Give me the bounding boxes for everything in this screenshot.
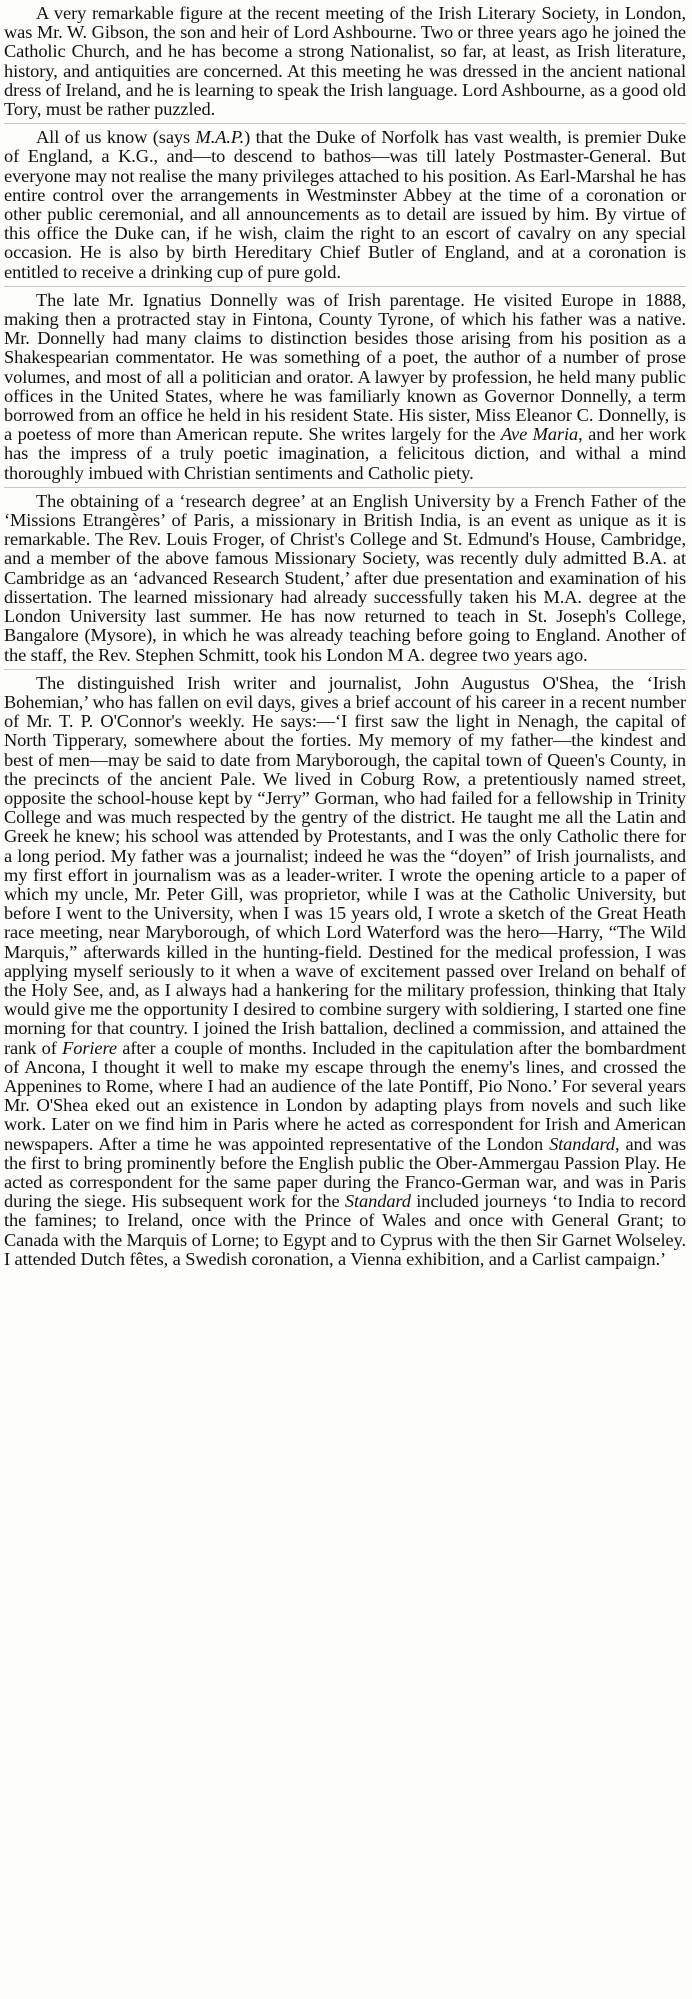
text-run: included journeys ‘to India to record the famines; to Ireland, once with the Prince of Wales and once with General Grant; to Canada with the Marquis of Lorne; to Egypt and to Cyprus with the then Sir Garnet Wolseley. I attended Dutch fêtes, a Swedish coronation, a Vienna exhibition, and a Carlist campaign.’	[4, 1191, 687, 1269]
italic-title-run: Standard	[549, 1133, 616, 1154]
italic-title-run: Standard	[344, 1191, 411, 1212]
text-run: after a couple of months. Included in the capitulation after the bombardment of Ancona, I thought it well to make my escape through the enemy's lines, and crossed the Appenines to Rome, where I had an audience of the late Pontiff, Pio Nono.’ For several years Mr. O'Shea eked out an existence in London by adapting plays from novels and such like work. Later on we find him in Paris where he acted as correspondent for Irish and American newspapers. After a time he was appointed representative of the London	[4, 1037, 686, 1154]
paragraph-divider	[4, 487, 686, 488]
paragraph-research-degree	[4, 492, 686, 665]
text-run: , and was the first to bring prominently before the English public the Ober-Ammergau Passion Play. He acted as correspondent for the same paper during the Franco-German war, and was in Paris during the siege. His subsequent work for the	[4, 1133, 686, 1212]
paragraph-divider	[4, 123, 686, 124]
italic-title-run: M.A.P.	[195, 127, 245, 148]
text-run: All of us know (says	[36, 127, 196, 148]
paragraph-divider	[4, 286, 686, 287]
italic-title-run: Foriere	[62, 1037, 117, 1058]
paragraph-duke-of-norfolk	[4, 128, 686, 282]
paragraph-oshea	[4, 674, 686, 1269]
italic-title-run: Ave Maria	[500, 424, 579, 445]
text-run: A very remarkable figure at the recent meeting of the Irish Literary Society, in London, was Mr. W. Gibson, the son and heir of Lord Ashbourne. Two or three years ago he joined the Catholic Church, and he has become a strong Nationalist, so far, at least, as Irish literature, history, and antiquities are concerned. At this meeting he was dressed in the ancient national dress of Ireland, and he is learning to speak the Irish language. Lord Ashbourne, as a good old Tory, must be rather puzzled.	[4, 3, 687, 120]
text-run: The late Mr. Ignatius Donnelly was of Irish parentage. He visited Europe in 1888, making then a protracted stay in Fintona, County Tyrone, of which his father was a native. Mr. Donnelly had many claims to distinction besides those arising from his position as a Shakespearian commentator. He was something of a poet, the author of a number of prose volumes, and most of all a politician and orator. A lawyer by profession, he held many public offices in the United States, where he was familiarly known as Governor Donnelly, a term borrowed from an office he held in his resident State. His sister, Miss Eleanor C. Donnelly, is a poetess of more than American repute. She writes largely for the	[4, 289, 686, 445]
paragraph-divider	[4, 669, 686, 670]
paragraph-donnelly	[4, 291, 686, 483]
text-run: ) that the Duke of Norfolk has vast wealth, is premier Duke of England, a K.G., and—to descend to bathos—was till lately Postmaster-General. But everyone may not realise the many privileges attached to his position. As Earl-Marshal he has entire control over the arrangements in Westminster Abbey at the time of a coronation or other public ceremonial, and all announcements as to detail are issued by him. By virtue of this office the Duke can, if he wish, claim the right to an escort of cavalry on any special occasion. He is also by birth Hereditary Chief Butler of England, and at a coronation is entitled to receive a drinking cup of pure gold.	[4, 127, 687, 282]
paragraph-ashbourne	[4, 4, 686, 119]
text-run: The distinguished Irish writer and journalist, John Augustus O'Shea, the ‘Irish Bohemian,’ who has fallen on evil days, gives a brief account of his career in a recent number of Mr. T. P. O'Connor's weekly. He says:—‘I first saw the light in Nenagh, the capital of North Tipperary, somewhere about the forties. My memory of my father—the kindest and best of men—may be said to date from Maryborough, the capital town of Queen's County, in the precincts of the ancient Pale. We lived in Coburg Row, a pretentiously named street, opposite the school-house kept by “Jerry” Gorman, who had failed for a fellowship in Trinity College and was much respected by the gentry of the district. He taught me all the Latin and Greek he knew; his school was attended by Protestants, and I was the only Catholic there for a long period. My father was a journalist; indeed he was the “doyen” of Irish journalists, and my first effort in journalism was as a leader-writer. I wrote the opening article to a paper of which my uncle, Mr. Peter Gill, was proprietor, while I was at the Catholic University, but before I went to the University, when I was 15 years old, I wrote a sketch of the Great Heath race meeting, near Maryborough, of which Lord Waterford was the hero—Harry, “The Wild Marquis,” afterwards killed in the hunting-field. Destined for the medical profession, I was applying myself seriously to it when a wave of excitement passed over Ireland on behalf of the Holy See, and, as I always had a hankering for the military profession, thinking that Italy would give me the opportunity I desired to combine surgery with soldiering, I started one fine morning for that country. I joined the Irish battalion, declined a commission, and attained the rank of	[4, 672, 686, 1058]
text-run: The obtaining of a ‘research degree’ at an English University by a French Father of the ‘Missions Etrangères’ of Paris, a missionary in British India, is an event as unique as it is remarkable. The Rev. Louis Froger, of Christ's College and St. Edmund's House, Cambridge, and a member of the above famous Missionary Society, was recently duly admitted B.A. at Cambridge as an ‘advanced Research Student,’ after due presentation and examination of his dissertation. The learned missionary had already successfully taken his M.A. degree at the London University last summer. He has now returned to teach in St. Joseph's College, Bangalore (Mysore), in which he was already teaching before going to England. Another of the staff, the Rev. Stephen Schmitt, took his London M A. degree two years ago.	[4, 490, 686, 665]
text-run: , and her work has the impress of a truly poetic imagination, a felicitous diction, and withal a mind thoroughly imbued with Christian sentiments and Catholic piety.	[4, 424, 687, 483]
